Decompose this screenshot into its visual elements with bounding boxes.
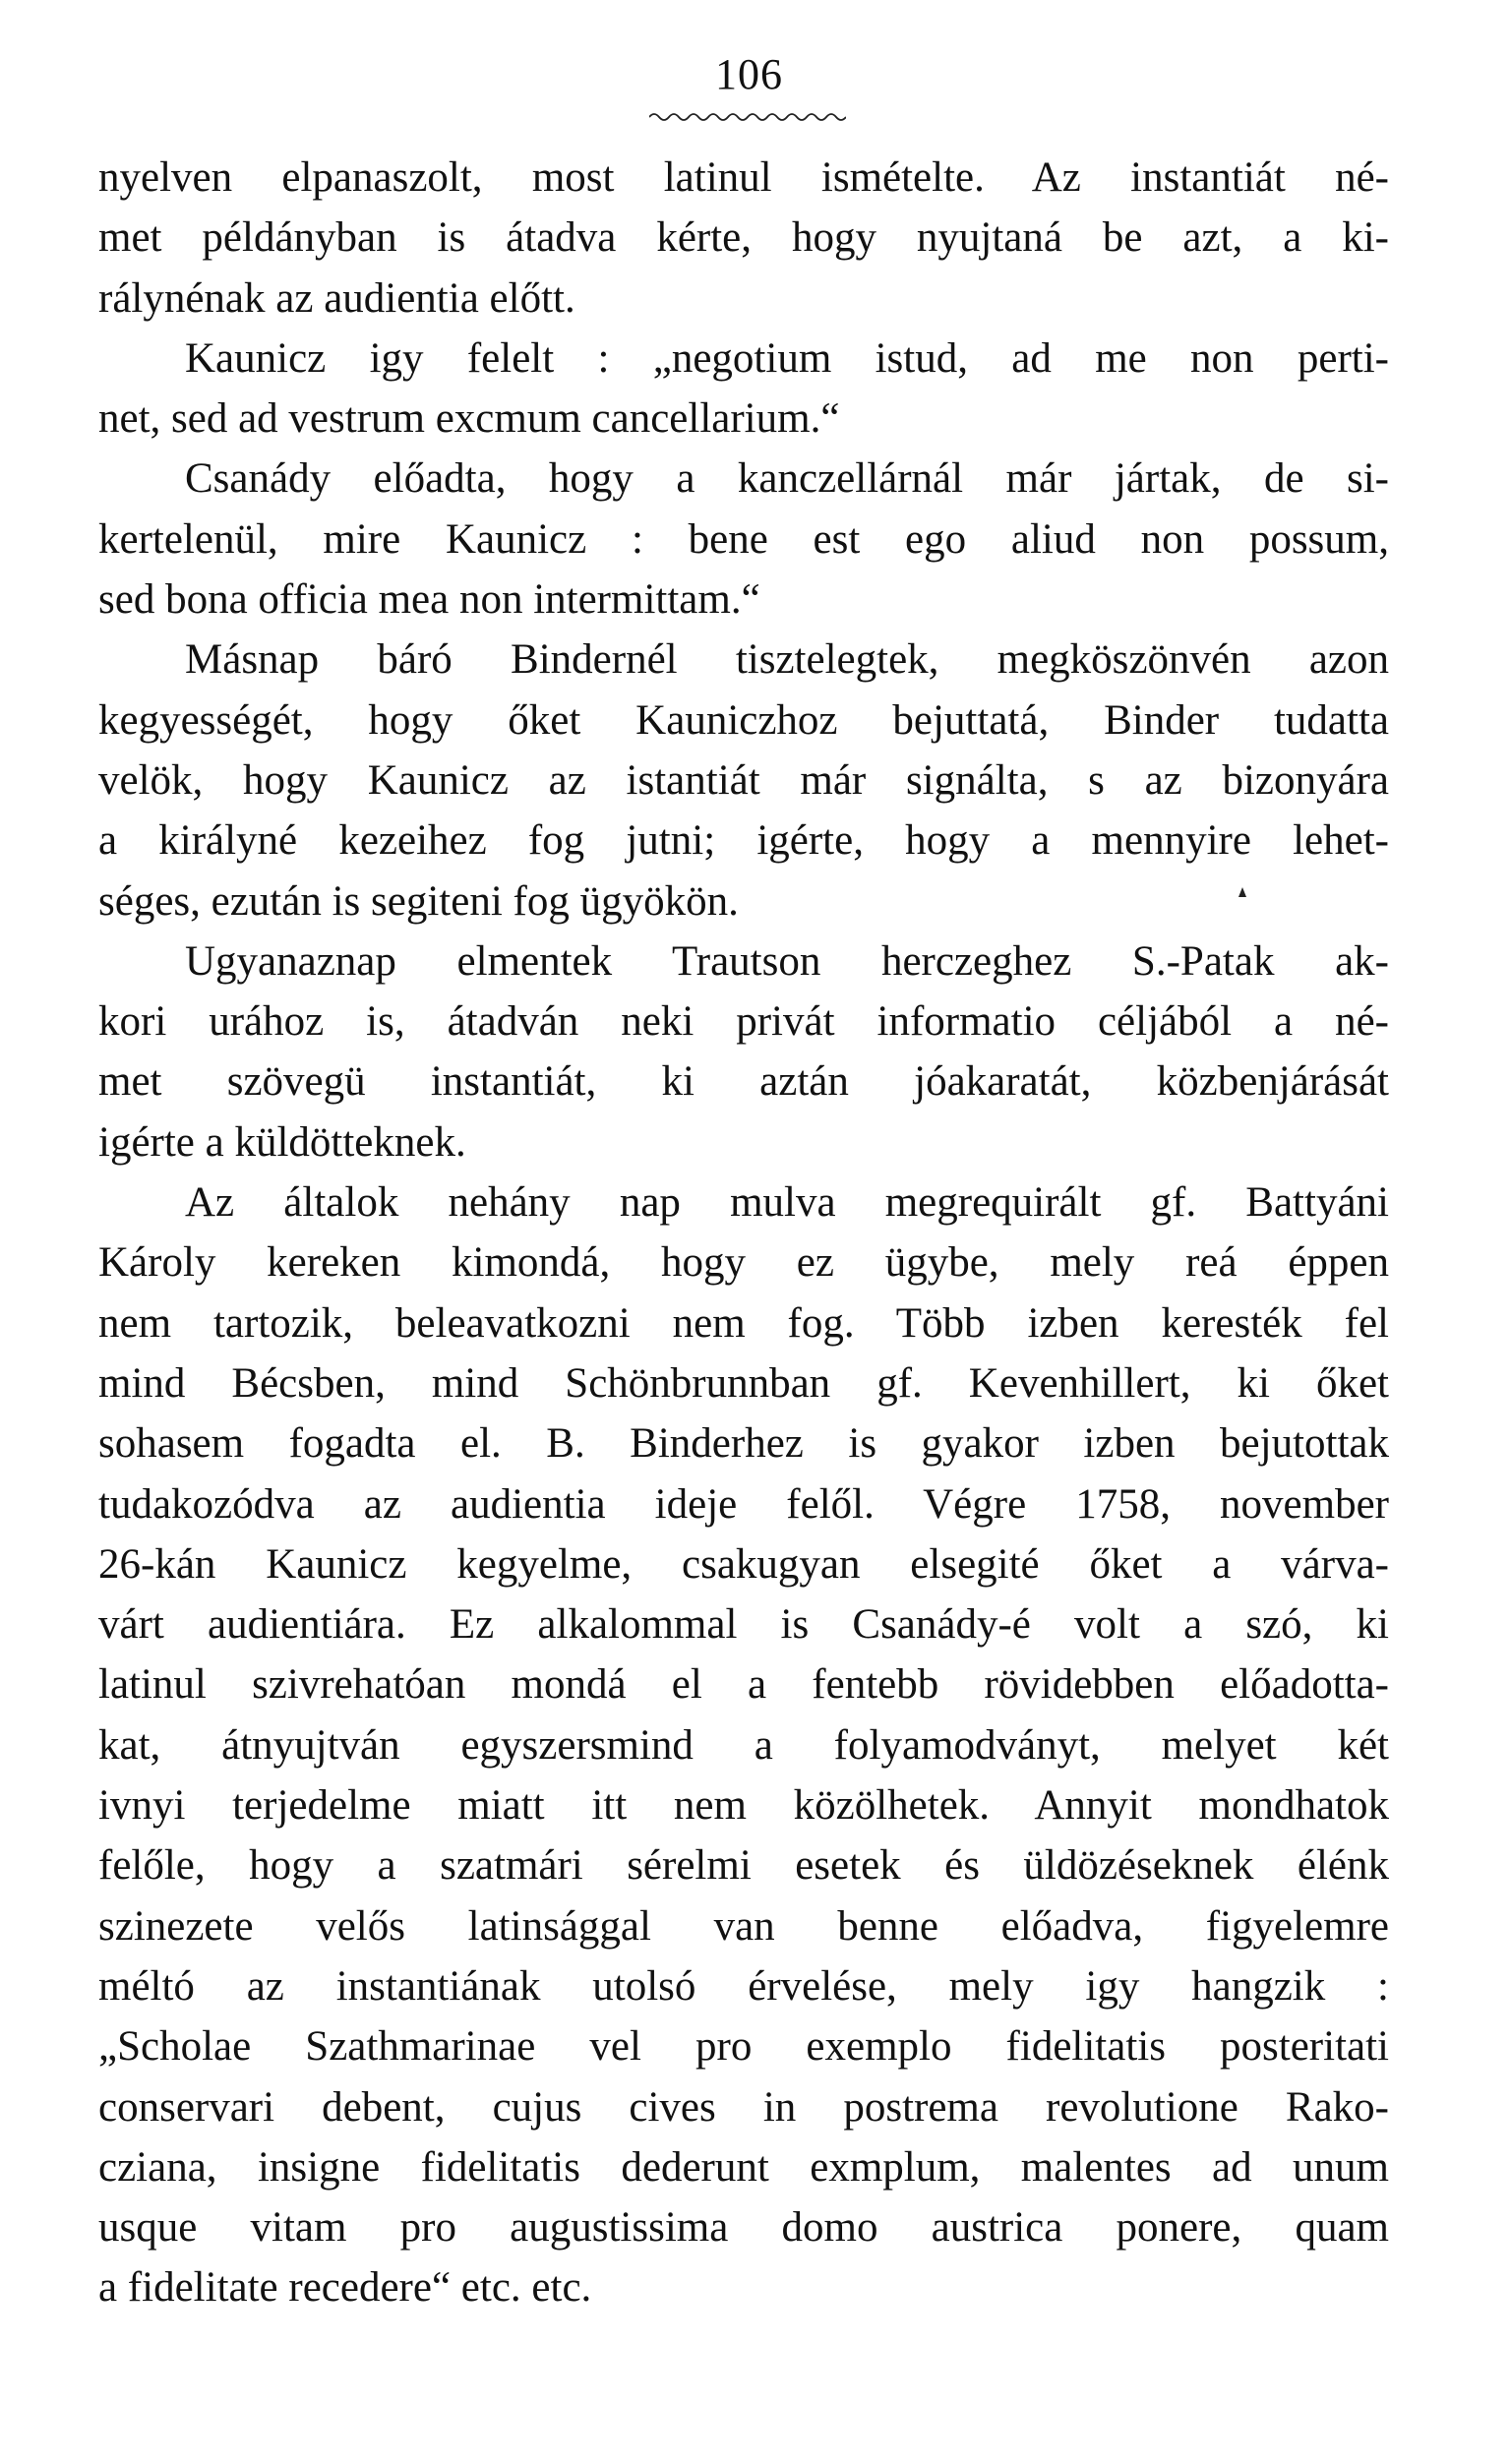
text-line: Károly kereken kimondá, hogy ez ügybe, mely reá éppen	[98, 1239, 1389, 1287]
text-line: mind Bécsben, mind Schönbrunnban gf. Kevenhillert, ki őket	[98, 1359, 1389, 1407]
text-line: a fidelitate recedere“ etc. etc.	[98, 2264, 592, 2312]
text-line: kori urához is, átadván neki privát informatio céljából a né-	[98, 998, 1389, 1046]
text-line: latinul szivrehatóan mondá el a fentebb rövidebben előadotta-	[98, 1661, 1389, 1709]
text-line: nem tartozik, beleavatkozni nem fog. Több izben keresték fel	[98, 1299, 1389, 1347]
text-line: kat, átnyujtván egyszersmind a folyamodványt, melyet két	[98, 1721, 1389, 1769]
text-line: a királyné kezeihez fog jutni; igérte, hogy a mennyire lehet-	[98, 817, 1389, 865]
text-line: méltó az instantiának utolsó érvelése, mely igy hangzik :	[98, 1962, 1389, 2010]
text-line: Kaunicz igy felelt : „negotium istud, ad me non perti-	[185, 334, 1389, 382]
text-line: felőle, hogy a szatmári sérelmi esetek és üldözéseknek élénk	[98, 1842, 1389, 1890]
text-line: velök, hogy Kaunicz az istantiát már signálta, s az bizonyára	[98, 756, 1389, 804]
text-line: usque vitam pro augustissima domo austrica ponere, quam	[98, 2204, 1389, 2252]
text-line: séges, ezután is segiteni fog ügyökön.	[98, 877, 739, 925]
text-line: várt audientiára. Ez alkalommal is Csanády-é volt a szó, ki	[98, 1601, 1389, 1649]
text-line: rálynénak az audientia előtt.	[98, 274, 575, 322]
text-line: Ugyanaznap elmentek Trautson herczeghez S.-Patak ak-	[185, 937, 1389, 985]
text-line: cziana, insigne fidelitatis dederunt exmplum, malentes ad unum	[98, 2143, 1389, 2191]
text-line: nyelven elpanaszolt, most latinul ismételte. Az instantiát né-	[98, 154, 1389, 201]
page-number: 106	[715, 50, 783, 98]
text-line: ivnyi terjedelme miatt itt nem közölhetek. Annyit mondhatok	[98, 1782, 1389, 1830]
wavy-rule-ornament	[649, 110, 846, 124]
text-line: igérte a küldötteknek.	[98, 1118, 466, 1166]
text-line: sed bona officia mea non intermittam.“	[98, 576, 760, 624]
text-line: kertelenül, mire Kaunicz : bene est ego aliud non possum,	[98, 515, 1389, 563]
text-line: szinezete velős latinsággal van benne előadva, figyelemre	[98, 1902, 1389, 1950]
text-line: Csanády előadta, hogy a kanczellárnál már jártak, de si-	[185, 455, 1389, 503]
text-line: conservari debent, cujus cives in postrema revolutione Rako-	[98, 2083, 1389, 2131]
text-line: sohasem fogadta el. B. Binderhez is gyakor izben bejutottak	[98, 1420, 1389, 1468]
text-line: met szövegü instantiát, ki aztán jóakaratát, közbenjárását	[98, 1058, 1389, 1106]
text-line: Az általok nehány nap mulva megrequirált gf. Battyáni	[185, 1179, 1389, 1227]
text-line: 26-kán Kaunicz kegyelme, csakugyan elsegité őket a várva-	[98, 1540, 1389, 1588]
text-line: met példányban is átadva kérte, hogy nyujtaná be azt, a ki-	[98, 214, 1389, 262]
text-line: net, sed ad vestrum excmum cancellarium.“	[98, 395, 840, 443]
text-line: Másnap báró Bindernél tisztelegtek, megköszönvén azon	[185, 636, 1389, 684]
print-speck	[1238, 887, 1246, 897]
page-header	[0, 49, 1510, 100]
text-body	[98, 148, 1389, 2318]
text-line: kegyességét, hogy őket Kauniczhoz bejuttatá, Binder tudatta	[98, 696, 1389, 744]
text-line: „Scholae Szathmarinae vel pro exemplo fidelitatis posteritati	[98, 2023, 1389, 2071]
text-line: tudakozódva az audientia ideje felől. Végre 1758, november	[98, 1480, 1389, 1528]
